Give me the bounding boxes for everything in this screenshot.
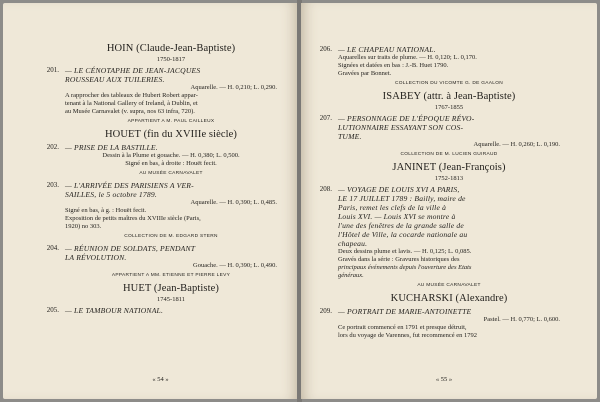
entry-title-line: LA RÉVOLUTION. bbox=[65, 253, 127, 262]
artist-dates: 1767-1855 bbox=[434, 104, 464, 111]
entry-title-line: chapeau. bbox=[338, 239, 368, 248]
entry-title-line: — VOYAGE DE LOUIS XVI A PARIS, bbox=[338, 185, 460, 194]
catalogue-entry bbox=[46, 181, 277, 231]
entry-detail-line: généraux. bbox=[338, 272, 364, 279]
artist-heading: JANINET (Jean-François) bbox=[392, 162, 506, 173]
entry-title-line: l'Hôtel de Ville, la cocarde nationale au bbox=[338, 230, 468, 239]
entry-title-line: — PRISE DE LA BASTILLE. bbox=[65, 143, 158, 152]
catalogue-entry bbox=[46, 143, 277, 168]
entry-number: 209. bbox=[319, 307, 332, 315]
catalogue-entry bbox=[319, 185, 560, 280]
entry-detail-line: Signé en bas, à g. : Houët fecit. bbox=[65, 207, 147, 214]
page-number-left: « 54 » bbox=[152, 376, 169, 383]
artist-dates: 1752-1813 bbox=[434, 175, 464, 182]
collection-credit: COLLECTION DE M. LUCIEN GUIRAUD bbox=[400, 152, 498, 157]
entry-number: 202. bbox=[46, 143, 59, 151]
entry-detail-line: Dessin à la Plume et gouache. — H. 0,380; L. 0,500. bbox=[102, 152, 240, 159]
catalogue-entry bbox=[46, 306, 277, 315]
entry-detail-line: Aquarelle. — H. 0,210; L. 0,290. bbox=[190, 84, 277, 91]
collection-credit: AU MUSÉE CARNAVALET bbox=[417, 283, 481, 288]
entry-title-line: — L'ARRIVÉE DES PARISIENS A VER- bbox=[65, 181, 194, 190]
entry-number: 201. bbox=[46, 66, 59, 74]
artist-heading: HOUET (fin du XVIIIe siècle) bbox=[104, 129, 238, 140]
collection-credit: AU MUSÉE CARNAVALET bbox=[139, 171, 203, 176]
artist-heading: ISABEY (attr. à Jean-Baptiste) bbox=[382, 91, 516, 102]
entry-detail-line: Gravés dans la série : Gravures historiques des bbox=[338, 256, 460, 263]
artist-dates: 1750-1817 bbox=[156, 56, 186, 63]
entry-detail-line: tenant à la National Gallery of Ireland, à Dublin, et bbox=[65, 100, 198, 107]
entry-detail-line: A rapprocher des tableaux de Hubert Robert appar- bbox=[65, 92, 198, 99]
catalogue-entry bbox=[46, 244, 277, 270]
entry-title-line: — PERSONNAGE DE L'ÉPOQUE RÉVO- bbox=[338, 114, 475, 123]
catalogue-entry bbox=[46, 66, 277, 116]
entry-detail-line: Exposition de petits maîtres du XVIIIe siècle (Paris, bbox=[65, 215, 201, 222]
left-column bbox=[46, 43, 277, 315]
entry-title-line: ROUSSEAU AUX TUILERIES. bbox=[65, 75, 165, 84]
entry-detail-line: au Musée Carnavalet (v. supra, nos 63 infra, 720). bbox=[65, 108, 195, 115]
entry-detail-line: Pastel. — H. 0,770; L. 0,600. bbox=[483, 316, 560, 323]
entry-title-line: — PORTRAIT DE MARIE-ANTOINETTE bbox=[338, 307, 472, 316]
entry-number: 208. bbox=[319, 185, 332, 193]
artist-dates: 1745-1811 bbox=[157, 296, 185, 303]
artist-heading: KUCHARSKI (Alexandre) bbox=[390, 293, 508, 304]
entry-title-line: LE 17 JUILLET 1789 : Bailly, maire de bbox=[338, 194, 466, 203]
entry-number: 205. bbox=[46, 306, 59, 314]
entry-number: 203. bbox=[46, 181, 59, 189]
entry-detail-line: 1920) no 303. bbox=[65, 223, 102, 230]
collection-credit: APPARTIENT A MM. ETIENNE ET PIERRE LEVY bbox=[111, 273, 231, 278]
entry-title-line: — LE CÉNOTAPHE DE JEAN-JACQUES bbox=[65, 66, 201, 75]
entry-title-line: — LE TAMBOUR NATIONAL. bbox=[65, 306, 164, 315]
artist-heading: HUET (Jean-Baptiste) bbox=[123, 283, 219, 294]
collection-credit: COLLECTION DE M. EDGARD STERN bbox=[124, 234, 218, 239]
entry-detail-line: Gravées par Bonnet. bbox=[338, 70, 392, 77]
entry-title-line: SAILLES, le 5 octobre 1789. bbox=[65, 190, 158, 199]
entry-number: 207. bbox=[319, 114, 332, 122]
catalogue-entry bbox=[319, 45, 560, 78]
left-page bbox=[3, 3, 298, 399]
entry-detail-line: principaux événements depuis l'ouverture des Etats bbox=[338, 264, 472, 271]
artist-heading: HOIN (Claude-Jean-Baptiste) bbox=[106, 43, 236, 54]
entry-title-line: LUTIONNAIRE ESSAYANT SON COS- bbox=[338, 123, 464, 132]
collection-credit: COLLECTION DU VICOMTE G. DE GAALON bbox=[394, 81, 504, 86]
entry-title-line: TUME. bbox=[338, 132, 362, 141]
page-number-right: « 55 » bbox=[435, 376, 453, 383]
catalogue-entry bbox=[319, 307, 560, 340]
entry-detail-line: Aquarelles sur traits de plume. — H. 0,120; L. 0,170. bbox=[338, 54, 477, 61]
entry-detail-line: Deux dessins plume et lavis. — H. 0,125; L. 0,085. bbox=[338, 248, 472, 255]
entry-detail-line: Aquarelle. — H. 0,390; L. 0,485. bbox=[190, 199, 277, 206]
entry-number: 204. bbox=[46, 244, 59, 252]
entry-title-line: l'une des fenêtres de la grande salle de bbox=[338, 221, 464, 230]
entry-detail-line: Ce portrait commencé en 1791 et presque détruit, bbox=[338, 324, 467, 331]
entry-detail-line: Gouache. — H. 0,390; L. 0,490. bbox=[193, 262, 277, 269]
entry-detail-line: Signées et datées en bas : J.-B. Huet 1790. bbox=[338, 62, 449, 69]
entry-title-line: — RÉUNION DE SOLDATS, PENDANT bbox=[65, 244, 196, 253]
entry-number: 206. bbox=[319, 45, 332, 53]
entry-title-line: Louis XVI. — Louis XVI se montre à bbox=[338, 212, 456, 221]
right-page bbox=[301, 3, 597, 399]
entry-detail-line: Aquarelle. — H. 0,260; L. 0,190. bbox=[473, 141, 560, 148]
entry-title-line: — LE CHAPEAU NATIONAL. bbox=[338, 45, 436, 54]
entry-detail-line: Signé en bas, à droite : Houët fecit. bbox=[125, 160, 217, 167]
catalogue-entry bbox=[319, 114, 560, 149]
right-column bbox=[319, 43, 560, 340]
collection-credit: APPARTIENT A M. PAUL CAILLEUX bbox=[127, 119, 215, 124]
entry-title-line: Paris, remet les clefs de la ville à bbox=[338, 203, 447, 212]
entry-detail-line: lors du voyage de Varennes, fut recommencé en 1792 bbox=[338, 332, 478, 339]
